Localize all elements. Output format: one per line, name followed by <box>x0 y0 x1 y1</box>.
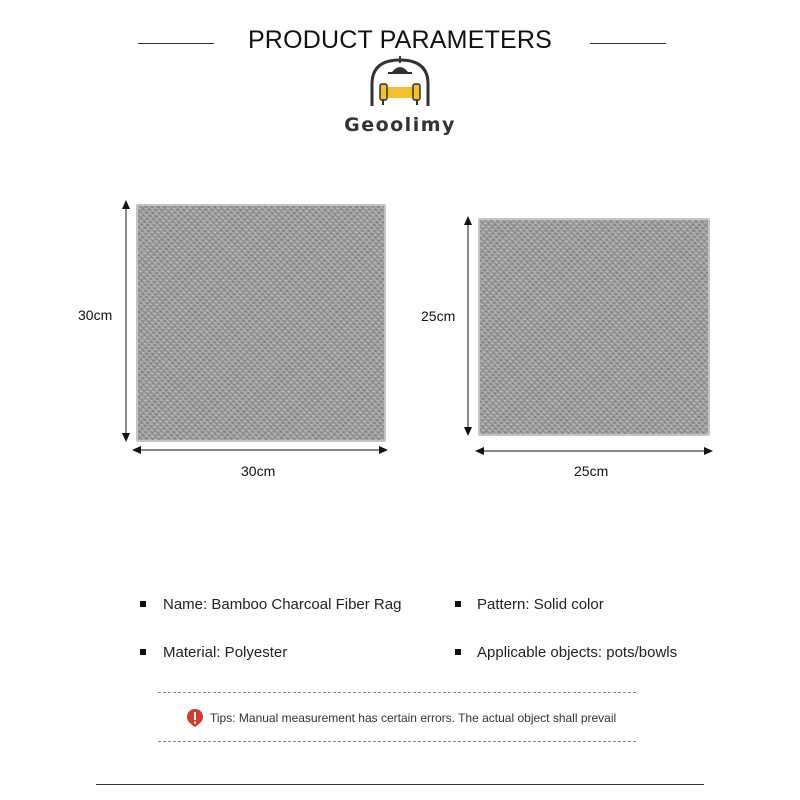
height-label-small: 25cm <box>421 308 456 324</box>
width-arrow-large <box>132 443 388 457</box>
spec-material: Material: Polyester <box>163 644 288 661</box>
warning-icon <box>186 708 204 728</box>
width-label-large: 30cm <box>241 463 276 479</box>
spec-name: Name: Bamboo Charcoal Fiber Rag <box>163 596 402 613</box>
spec-applicable: Applicable objects: pots/bowls <box>477 644 678 661</box>
height-arrow-small <box>461 216 475 436</box>
bullet <box>140 601 146 607</box>
title-rule-right <box>590 43 666 44</box>
height-arrow-large <box>119 200 133 442</box>
page-title: PRODUCT PARAMETERS <box>247 26 553 54</box>
footer-rule <box>96 784 704 785</box>
width-label-small: 25cm <box>574 463 609 479</box>
tips-divider-top <box>158 692 636 693</box>
towel-small <box>478 218 710 436</box>
bullet <box>455 649 461 655</box>
bullet <box>455 601 461 607</box>
height-label-large: 30cm <box>78 307 113 323</box>
brand-name: Geoolimy <box>344 114 456 136</box>
towel-large <box>136 204 386 442</box>
spec-pattern: Pattern: Solid color <box>477 596 604 613</box>
tips-text: Tips: Manual measurement has certain errors. The actual object shall prevail <box>210 711 617 725</box>
width-arrow-small <box>475 444 713 458</box>
sofa-lamp-icon <box>368 54 432 110</box>
bullet <box>140 649 146 655</box>
tips-divider-bottom <box>158 741 636 742</box>
